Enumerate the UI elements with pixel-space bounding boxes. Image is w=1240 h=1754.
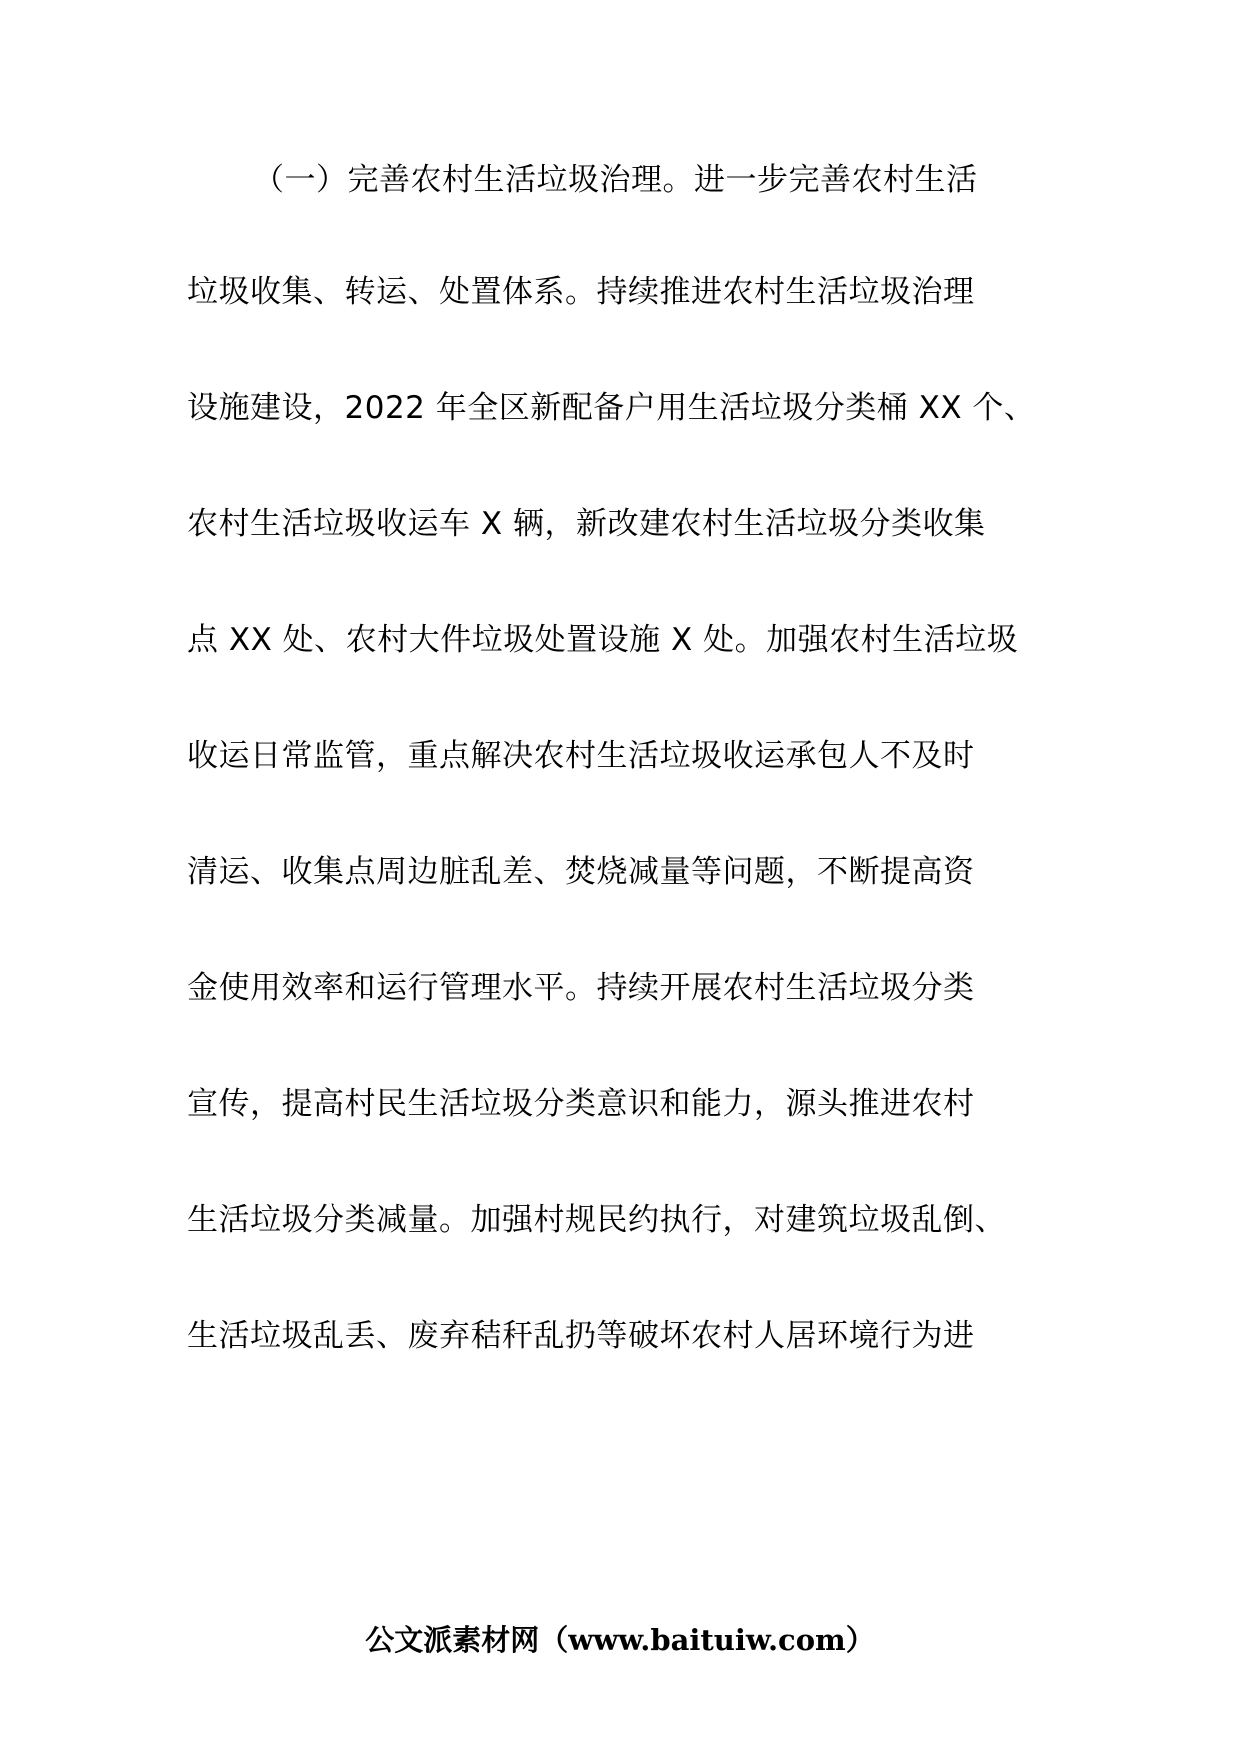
- paragraph-line-1: （一）完善农村生活垃圾治理。进一步完善农村生活: [253, 162, 978, 198]
- paragraph-line-7: 清运、收集点周边脏乱差、焚烧减量等问题，不断提高资: [187, 854, 975, 890]
- paragraph-line-4: 农村生活垃圾收运车 X 辆，新改建农村生活垃圾分类收集: [187, 506, 986, 542]
- paragraph-line-6: 收运日常监管，重点解决农村生活垃圾收运承包人不及时: [187, 738, 975, 774]
- paragraph-line-2: 垃圾收集、转运、处置体系。持续推进农村生活垃圾治理: [187, 274, 975, 310]
- paragraph-line-8: 金使用效率和运行管理水平。持续开展农村生活垃圾分类: [187, 970, 975, 1006]
- footer-source-text: 公文派素材网（www.baituiw.com）: [365, 1623, 875, 1657]
- paragraph-line-3: 设施建设，2022 年全区新配备户用生活垃圾分类桶 XX 个、: [187, 390, 1036, 426]
- paragraph-line-10: 生活垃圾分类减量。加强村规民约执行，对建筑垃圾乱倒、: [187, 1202, 1006, 1238]
- paragraph-line-9: 宣传，提高村民生活垃圾分类意识和能力，源头推进农村: [187, 1086, 975, 1122]
- paragraph-line-11: 生活垃圾乱丢、废弃秸秆乱扔等破坏农村人居环境行为进: [187, 1318, 975, 1354]
- paragraph-line-5: 点 XX 处、农村大件垃圾处置设施 X 处。加强农村生活垃圾: [187, 622, 1019, 658]
